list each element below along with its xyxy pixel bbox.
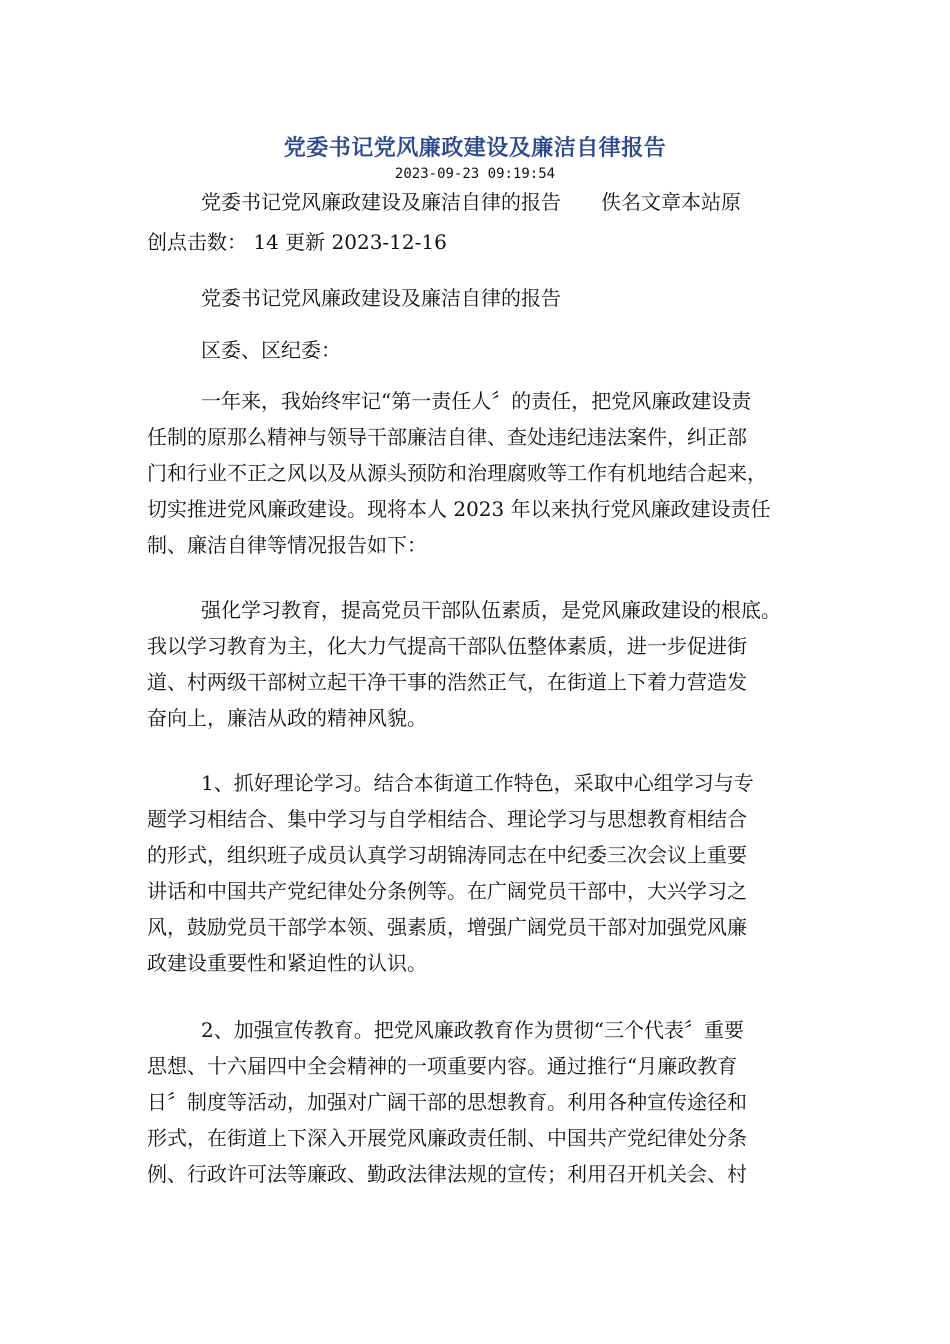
paragraph-line: 1、抓好理论学习。结合本街道工作特色，采取中心组学习与专 <box>201 771 754 795</box>
paragraph-line: 门和行业不正之风以及从源头预防和治理腐败等工作有机地结合起来， <box>147 461 767 485</box>
paragraph-line: 一年来，我始终牢记“第一责任人〞的责任，把党风廉政建设责 <box>201 389 752 413</box>
paragraph-line: 2、加强宣传教育。把党风廉政教育作为贯彻“三个代表〞重要 <box>201 1018 744 1042</box>
paragraph-line: 政建设重要性和紧迫性的认识。 <box>147 951 427 975</box>
report-heading <box>147 280 807 316</box>
paragraph-1 <box>147 383 807 563</box>
paragraph-line: 思想、十六届四中全会精神的一项重要内容。通过推行“月廉政教育 <box>147 1054 738 1078</box>
paragraph-3 <box>147 765 807 981</box>
meta-click-count-update: 创点击数： 14 更新 2023-12-16 <box>147 230 447 254</box>
salutation-text: 区委、区纪委： <box>201 338 341 362</box>
paragraph-line: 任制的原那么精神与领导干部廉洁自律、查处违纪违法案件，纠正部 <box>147 425 747 449</box>
paragraph-line: 的形式，组织班子成员认真学习胡锦涛同志在中纪委三次会议上重要 <box>147 843 747 867</box>
paragraph-line: 例、行政许可法等廉政、勤政法律法规的宣传；利用召开机关会、村 <box>147 1162 747 1186</box>
meta-subtitle: 党委书记党风廉政建设及廉洁自律的报告 <box>201 190 561 214</box>
paragraph-line: 切实推进党风廉政建设。现将本人 2023 年以来执行党风廉政建设责任 <box>147 497 771 521</box>
publish-datetime: 2023-09-23 09:19:54 <box>394 166 556 182</box>
document-title: 党委书记党风廉政建设及廉洁自律报告 <box>283 136 667 161</box>
paragraph-line: 形式，在街道上下深入开展党风廉政责任制、中国共产党纪律处分条 <box>147 1126 747 1150</box>
paragraph-line: 我以学习教育为主，化大力气提高干部队伍整体素质，进一步促进街 <box>147 634 747 658</box>
meta-line-1 <box>147 184 807 220</box>
paragraph-line: 讲话和中国共产党纪律处分条例等。在广阔党员干部中，大兴学习之 <box>147 879 747 903</box>
paragraph-line: 奋向上，廉洁从政的精神风貌。 <box>147 706 427 730</box>
salutation <box>147 332 807 368</box>
meta-line-2 <box>147 224 807 260</box>
paragraph-line: 道、村两级干部树立起干净干事的浩然正气，在街道上下着力营造发 <box>147 670 747 694</box>
paragraph-line: 风，鼓励党员干部学本领、强素质，增强广阔党员干部对加强党风廉 <box>147 915 747 939</box>
paragraph-line: 制、廉洁自律等情况报告如下： <box>147 533 427 557</box>
paragraph-2 <box>147 592 807 736</box>
paragraph-4 <box>147 1012 807 1192</box>
report-heading-text: 党委书记党风廉政建设及廉洁自律的报告 <box>201 286 561 310</box>
meta-author-note: 佚名文章本站原 <box>601 190 741 214</box>
paragraph-line: 日〞制度等活动，加强对广阔干部的思想教育。利用各种宣传途径和 <box>147 1090 747 1114</box>
paragraph-line: 题学习相结合、集中学习与自学相结合、理论学习与思想教育相结合 <box>147 807 747 831</box>
paragraph-line: 强化学习教育，提高党员干部队伍素质，是党风廉政建设的根底。 <box>201 598 781 622</box>
